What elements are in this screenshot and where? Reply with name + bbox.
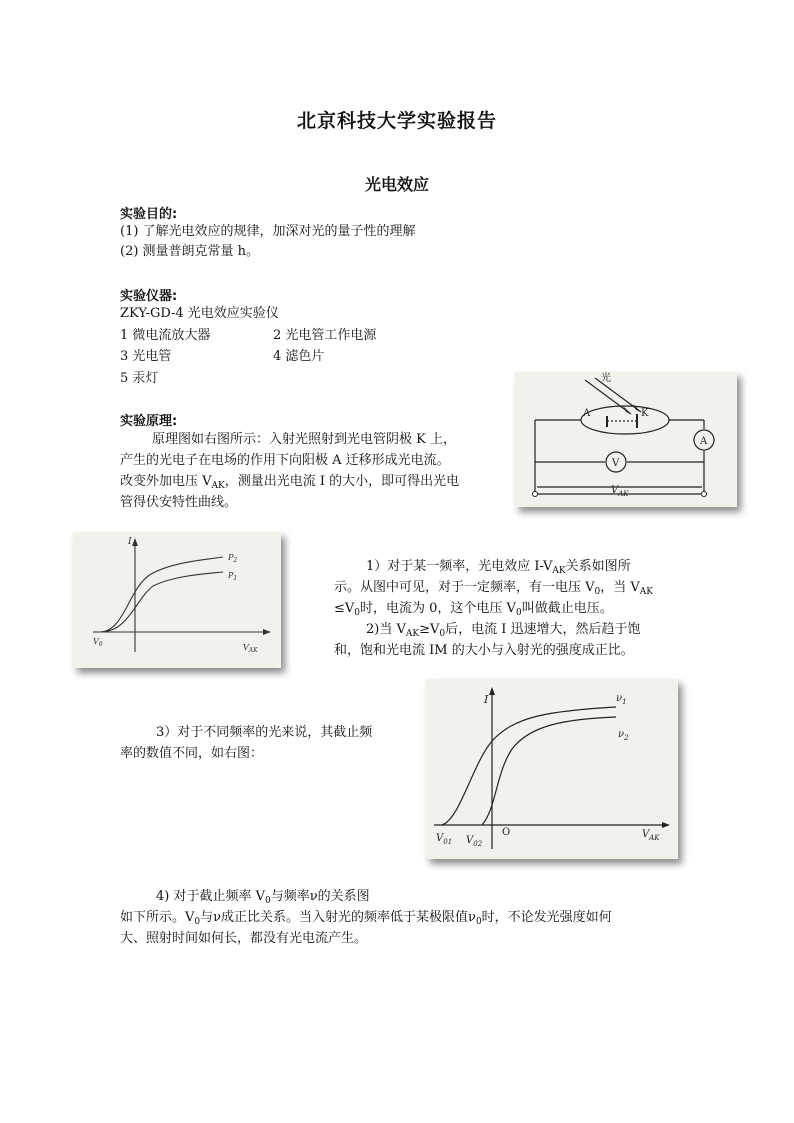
point-3: [120, 722, 400, 764]
voltmeter-label: V: [612, 458, 620, 469]
principle-paragraph: [120, 429, 500, 513]
purpose-item-2: (2) 测量普朗克常量 h。: [120, 244, 260, 259]
instrument-item-2: 2 光电管工作电源: [273, 328, 377, 343]
point2-line-1: 2)当 $V_{AK}\ge V_0$后，电流 I 迅速增大，然后趋于饱: [366, 622, 641, 639]
iv-intensity-chart: [73, 532, 281, 668]
nu1-label: $\nu_1$: [616, 693, 627, 706]
point1-line-3: $\le V_0$时，电流为 0，这个电压 $V_0$叫做截止电压。: [334, 601, 613, 618]
vak-axis-label-2: $V_{AK}$: [642, 829, 660, 842]
p2-label: $P_2$: [228, 553, 238, 564]
v02-label: $V_{02}$: [466, 835, 483, 848]
instrument-item-5: 5 汞灯: [120, 371, 159, 386]
principle-heading: 实验原理:: [120, 414, 178, 429]
instrument-item-4: 4 滤色片: [273, 349, 325, 364]
v01-label: $V_{01}$: [436, 833, 453, 846]
point4-line-3: 大、照射时间如何长，都没有光电流产生。: [120, 931, 368, 946]
p1-label: $P_1$: [228, 571, 238, 582]
origin-label: O: [502, 827, 511, 838]
i-axis-label: I: [128, 537, 132, 547]
purpose-item-1: (1) 了解光电效应的规律，加深对光的量子性的理解: [120, 224, 416, 239]
instrument-model: ZKY-GD-4 光电效应实验仪: [120, 306, 279, 321]
report-subtitle: 光电效应: [364, 175, 429, 194]
i-axis-label-2: I: [484, 693, 489, 706]
principle-line-1: 原理图如右图所示：入射光照射到光电管阴极 K 上，: [152, 432, 456, 447]
point1-line-2: 示。从图中可见，对于一定频率，有一电压 $V_0$，当 $V_{AK}$: [334, 580, 654, 597]
v0-label: $V_0$: [93, 637, 103, 648]
circuit-diagram: [515, 372, 737, 507]
vak-label: $V_{AK}$: [611, 485, 629, 498]
point1-line-1: 1）对于某一频率，光电效应 $I-V_{AK}$关系如图所: [366, 559, 631, 576]
report-title: 北京科技大学实验报告: [296, 110, 497, 132]
point4-line-2: 如下所示。$V_0$与ν成正比关系。当入射光的频率低于某极限值$\nu_0$时，不论发光强度如何: [120, 910, 612, 927]
points-1-2: [334, 556, 674, 661]
principle-line-2: 产生的光电子在电场的作用下向阳极 A 迁移形成光电流。: [120, 453, 450, 468]
instrument-item-3: 3 光电管: [120, 349, 172, 364]
instrument-item-1: 1 微电流放大器: [120, 328, 211, 343]
point3-line-2: 率的数值不同，如右图：: [120, 746, 264, 761]
principle-line-4: 管得伏安特性曲线。: [120, 495, 238, 510]
purpose-heading: 实验目的:: [120, 207, 178, 222]
vak-axis-label: $V_{AK}$: [243, 643, 258, 654]
principle-line-3: 改变外加电压 $V_{AK}$，测量出光电流 I 的大小，即可得出光电: [120, 474, 460, 491]
point2-line-2: 和，饱和光电流 IM 的大小与入射光的强度成正比。: [334, 643, 634, 658]
nu2-label: $\nu_2$: [618, 729, 629, 742]
anode-label: A: [583, 408, 591, 419]
cathode-label: K: [641, 408, 649, 419]
instruments-heading: 实验仪器:: [120, 289, 178, 304]
point3-line-1: 3）对于不同频率的光来说，其截止频: [156, 725, 373, 740]
light-label: 光: [601, 373, 611, 384]
point-4: [120, 886, 680, 949]
iv-frequency-chart: [426, 679, 678, 859]
point4-line-1: 4) 对于截止频率 $V_0$与频率ν的关系图: [156, 889, 370, 906]
ammeter-label: A: [700, 436, 708, 447]
